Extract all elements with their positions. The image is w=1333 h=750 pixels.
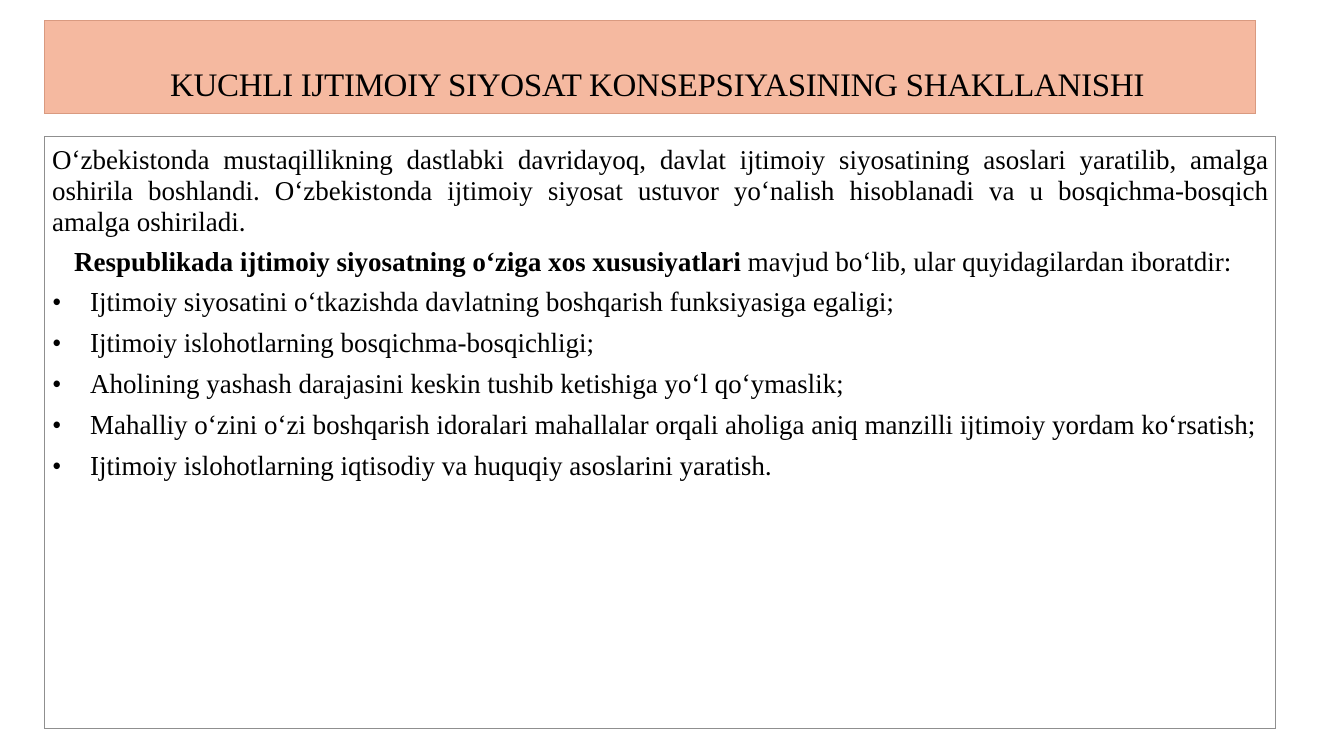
features-paragraph xyxy=(52,247,1268,278)
list-item-text: Aholining yashash darajasini keskin tushib ketishiga yo‘l qo‘ymaslik; xyxy=(90,369,844,399)
list-item-text: Ijtimoiy islohotlarning bosqichma-bosqichligi; xyxy=(90,328,594,358)
list-item xyxy=(52,328,1268,359)
bullet-icon: • xyxy=(52,287,62,317)
list-item xyxy=(52,369,1268,400)
features-list xyxy=(52,287,1268,482)
intro-paragraph: O‘zbekistonda mustaqillikning dastlabki davridayoq, davlat ijtimoiy siyosatining asoslari yaratilib, amalga oshirila boshlandi. O‘zbekistonda ijtimoiy siyosat ustuvor yo‘nalish hisoblanadi va u bosqichma-bosqich amalga oshiriladi. xyxy=(52,145,1268,237)
bullet-icon: • xyxy=(52,410,62,440)
list-item xyxy=(52,287,1268,318)
list-item xyxy=(52,410,1268,441)
list-item-text: Ijtimoiy siyosatini o‘tkazishda davlatning boshqarish funksiyasiga egaligi; xyxy=(90,287,894,317)
list-item xyxy=(52,451,1268,482)
slide-title-banner xyxy=(44,20,1256,114)
slide-content-box xyxy=(44,136,1276,729)
features-paragraph-rest: mavjud bo‘lib, ular quyidagilardan iboratdir: xyxy=(740,247,1232,277)
list-item-text: Ijtimoiy islohotlarning iqtisodiy va huquqiy asoslarini yaratish. xyxy=(90,451,772,481)
bullet-icon: • xyxy=(52,369,62,399)
slide-title: KUCHLI IJTIMOIY SIYOSAT KONSEPSIYASINING SHAKLLANISHI xyxy=(169,68,1145,104)
list-item-text: Mahalliy o‘zini o‘zi boshqarish idoralari mahallalar orqali aholiga aniq manzilli ijtimoiy yordam ko‘rsatish; xyxy=(90,410,1256,440)
bullet-icon: • xyxy=(52,451,62,481)
features-paragraph-bold: Respublikada ijtimoiy siyosatning o‘ziga xos xususiyatlari xyxy=(74,247,741,277)
bullet-icon: • xyxy=(52,328,62,358)
